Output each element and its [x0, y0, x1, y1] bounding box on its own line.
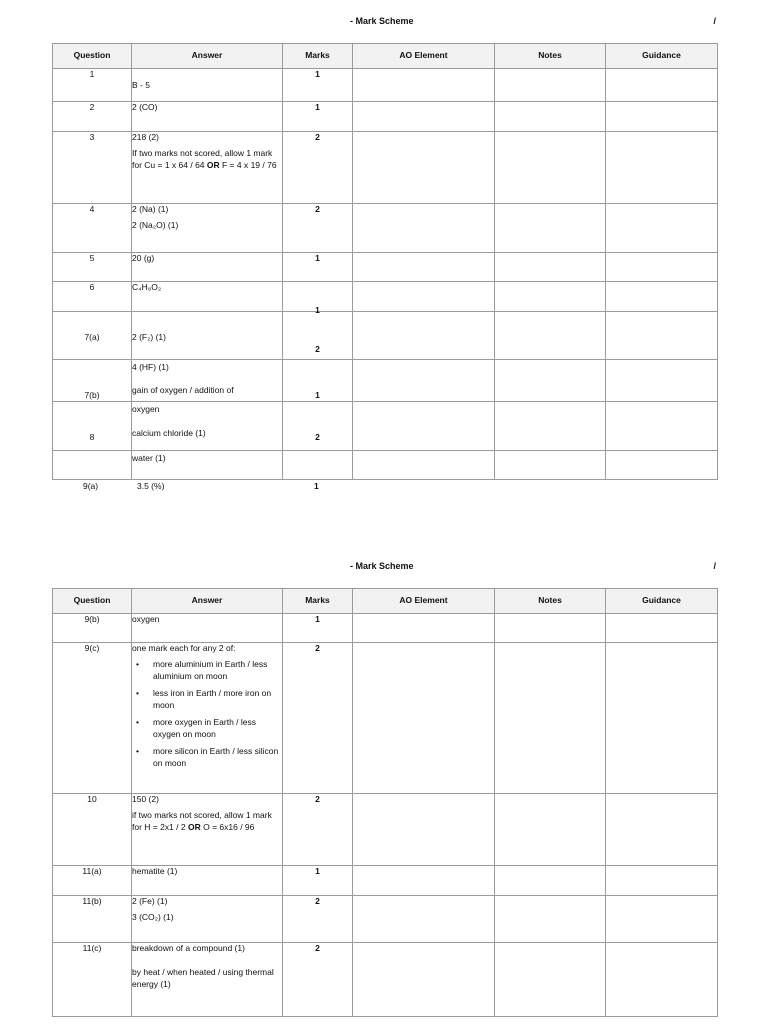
table-row — [53, 282, 718, 312]
answer-cell — [132, 896, 283, 943]
table-row — [53, 69, 718, 102]
question-cell: 5 — [53, 253, 132, 282]
notes-cell — [495, 282, 606, 312]
notes-cell — [495, 253, 606, 282]
col-header-guidance: Guidance — [606, 589, 718, 614]
list-item: • more oxygen in Earth / less oxygen on moon — [132, 717, 282, 740]
answer-cell — [132, 866, 283, 896]
question-cell: 10 — [53, 794, 132, 866]
col-header-answer: Answer — [132, 589, 283, 614]
table-row — [53, 102, 718, 132]
marks-cell: 1 — [283, 360, 353, 402]
guidance-cell — [606, 132, 718, 204]
question-cell: 9(c) — [53, 643, 132, 794]
marks-value: 1 — [315, 304, 320, 315]
table-row — [53, 402, 718, 451]
ao-element-cell — [353, 943, 495, 1017]
guidance-cell — [606, 614, 718, 643]
guidance-cell — [606, 253, 718, 282]
question-cell: 6 — [53, 282, 132, 312]
notes-cell — [495, 643, 606, 794]
question-cell: 11(c) — [53, 943, 132, 1017]
marks-cell: 1 — [314, 481, 319, 491]
answer-cell — [132, 943, 283, 1017]
marks-cell: 1 — [283, 102, 353, 132]
table-row — [53, 253, 718, 282]
answer-cell: 3.5 (%) — [137, 481, 165, 491]
answer-guidance-text — [132, 148, 282, 171]
table-row — [53, 312, 718, 360]
col-header-notes: Notes — [495, 589, 606, 614]
table-row — [53, 643, 718, 794]
table-header-row — [53, 589, 718, 614]
answer-or-keyword: OR — [188, 821, 201, 832]
guidance-cell — [606, 204, 718, 253]
marks-cell: 1 — [283, 69, 353, 102]
marks-cell — [283, 282, 353, 315]
marks-cell: 2 — [283, 312, 353, 360]
ao-element-cell — [353, 132, 495, 204]
notes-cell — [495, 943, 606, 1017]
list-item: • less iron in Earth / more iron on moon — [132, 688, 282, 711]
marks-cell: 2 — [283, 643, 353, 794]
answer-cell — [132, 132, 283, 204]
table-row — [53, 360, 718, 402]
table-row — [53, 204, 718, 253]
answer-line: hematite (1) — [132, 866, 178, 876]
table-row — [53, 132, 718, 204]
notes-cell — [495, 896, 606, 943]
ao-element-cell — [353, 69, 495, 102]
marks-cell: 1 — [283, 253, 353, 282]
notes-cell — [495, 204, 606, 253]
answer-cell — [132, 312, 283, 360]
answer-cell — [132, 360, 283, 402]
col-header-ao-element: AO Element — [353, 589, 495, 614]
question-cell — [53, 451, 132, 480]
table-row — [53, 866, 718, 896]
col-header-question: Question — [53, 589, 132, 614]
ao-element-cell — [353, 451, 495, 480]
col-header-marks: Marks — [283, 44, 353, 69]
marks-cell: 1 — [283, 866, 353, 896]
col-header-answer: Answer — [132, 44, 283, 69]
answer-cell — [132, 282, 283, 312]
answer-cell — [132, 794, 283, 866]
ao-element-cell — [353, 102, 495, 132]
col-header-question: Question — [53, 44, 132, 69]
marks-cell: 2 — [283, 204, 353, 253]
answer-line: 2 (F₂) (1) — [132, 332, 166, 342]
page-header-slash: / — [713, 561, 716, 571]
answer-line: 20 (g) — [132, 253, 155, 263]
answer-cell — [132, 253, 283, 282]
mark-scheme-page-1 — [0, 0, 768, 500]
notes-cell — [495, 614, 606, 643]
notes-cell — [495, 132, 606, 204]
notes-cell — [495, 102, 606, 132]
ao-element-cell — [353, 204, 495, 253]
guidance-cell — [606, 312, 718, 360]
marks-cell: 2 — [283, 794, 353, 866]
answer-line: by heat / when heated / using thermal energy (1) — [132, 967, 274, 989]
list-item: • more silicon in Earth / less silicon on moon — [132, 746, 282, 769]
notes-cell — [495, 312, 606, 360]
answer-or-keyword: OR — [206, 159, 220, 170]
col-header-ao-element: AO Element — [353, 44, 495, 69]
answer-line: 2 (Fe) (1) — [132, 896, 168, 906]
answer-text: If two marks not scored, allow 1 mark for Cu = 1 x 64 / 64 — [132, 148, 273, 170]
answer-line: 218 (2) — [132, 132, 159, 142]
ao-element-cell — [353, 402, 495, 451]
guidance-cell — [606, 69, 718, 102]
page-header-slash: / — [713, 16, 716, 26]
notes-cell — [495, 69, 606, 102]
guidance-cell — [606, 794, 718, 866]
answer-line: 2 (Na₂O) (1) — [132, 220, 179, 231]
table-row — [53, 451, 718, 480]
col-header-marks: Marks — [283, 589, 353, 614]
answer-guidance-text — [132, 810, 282, 833]
answer-cell — [132, 204, 283, 253]
guidance-cell — [606, 282, 718, 312]
col-header-guidance: Guidance — [606, 44, 718, 69]
ao-element-cell — [353, 866, 495, 896]
question-cell: 4 — [53, 204, 132, 253]
guidance-cell — [606, 896, 718, 943]
question-cell: 11(a) — [53, 866, 132, 896]
ao-element-cell — [353, 794, 495, 866]
question-cell: 9(b) — [53, 614, 132, 643]
marks-cell: 2 — [283, 402, 353, 451]
table-row — [53, 896, 718, 943]
question-cell: 7(b) — [53, 360, 132, 402]
ao-element-cell — [353, 312, 495, 360]
answer-line: B - 5 — [132, 80, 150, 90]
answer-line: 3 (CO₂) (1) — [132, 912, 174, 923]
table-header-row — [53, 44, 718, 69]
question-cell: 7(a) — [53, 312, 132, 360]
answer-cell — [132, 643, 283, 794]
answer-line: breakdown of a compound (1) — [132, 943, 245, 953]
marks-cell: 2 — [283, 132, 353, 204]
question-cell: 11(b) — [53, 896, 132, 943]
bullet-list — [132, 659, 282, 769]
ao-element-cell — [353, 643, 495, 794]
mark-scheme-table — [52, 43, 718, 480]
answer-line: 150 (2) — [132, 794, 159, 804]
ao-element-cell — [353, 360, 495, 402]
marks-cell: 2 — [283, 943, 353, 1017]
marks-cell: 2 — [283, 896, 353, 943]
notes-cell — [495, 402, 606, 451]
guidance-cell — [606, 360, 718, 402]
ao-element-cell — [353, 253, 495, 282]
guidance-cell — [606, 943, 718, 1017]
answer-text: F = 4 x 19 / 76 — [219, 159, 277, 170]
answer-line: 2 (CO) — [132, 102, 158, 112]
question-cell: 9(a) — [83, 481, 99, 491]
question-cell: 8 — [53, 402, 132, 451]
answer-cell — [132, 69, 283, 102]
page-header-title: - Mark Scheme — [350, 561, 414, 571]
answer-line: 4 (HF) (1) — [132, 362, 169, 372]
notes-cell — [495, 360, 606, 402]
notes-cell — [495, 451, 606, 480]
marks-cell — [283, 451, 353, 480]
answer-cell — [132, 614, 283, 643]
answer-cell — [132, 402, 283, 451]
notes-cell — [495, 794, 606, 866]
answer-line: gain of oxygen / addition of — [132, 385, 234, 396]
answer-line: one mark each for any 2 of: — [132, 643, 236, 653]
table-row — [53, 794, 718, 866]
answer-text: if two marks not scored, allow 1 mark for H = 2x1 / 2 — [132, 810, 272, 832]
page-header-title: - Mark Scheme — [350, 16, 414, 26]
answer-line: calcium chloride (1) — [132, 427, 206, 438]
answer-cell — [132, 102, 283, 132]
ao-element-cell — [353, 896, 495, 943]
ao-element-cell — [353, 282, 495, 312]
table-row — [53, 614, 718, 643]
col-header-notes: Notes — [495, 44, 606, 69]
question-cell: 1 — [53, 69, 132, 102]
table-row — [53, 943, 718, 1017]
answer-line: 2 (Na) (1) — [132, 204, 169, 214]
answer-line: oxygen — [132, 404, 160, 415]
guidance-cell — [606, 866, 718, 896]
guidance-cell — [606, 402, 718, 451]
ao-element-cell — [353, 614, 495, 643]
question-cell: 2 — [53, 102, 132, 132]
guidance-cell — [606, 451, 718, 480]
answer-line: oxygen — [132, 614, 160, 624]
answer-line: water (1) — [132, 453, 166, 464]
guidance-cell — [606, 643, 718, 794]
answer-line: C₄H₈O₂ — [132, 282, 162, 292]
mark-scheme-page-2 — [0, 545, 768, 1024]
answer-cell — [132, 451, 283, 480]
marks-cell: 1 — [283, 614, 353, 643]
answer-text: O = 6x16 / 96 — [200, 821, 255, 832]
list-item: • more aluminium in Earth / less aluminium on moon — [132, 659, 282, 682]
guidance-cell — [606, 102, 718, 132]
question-cell: 3 — [53, 132, 132, 204]
notes-cell — [495, 866, 606, 896]
mark-scheme-table — [52, 588, 718, 1017]
